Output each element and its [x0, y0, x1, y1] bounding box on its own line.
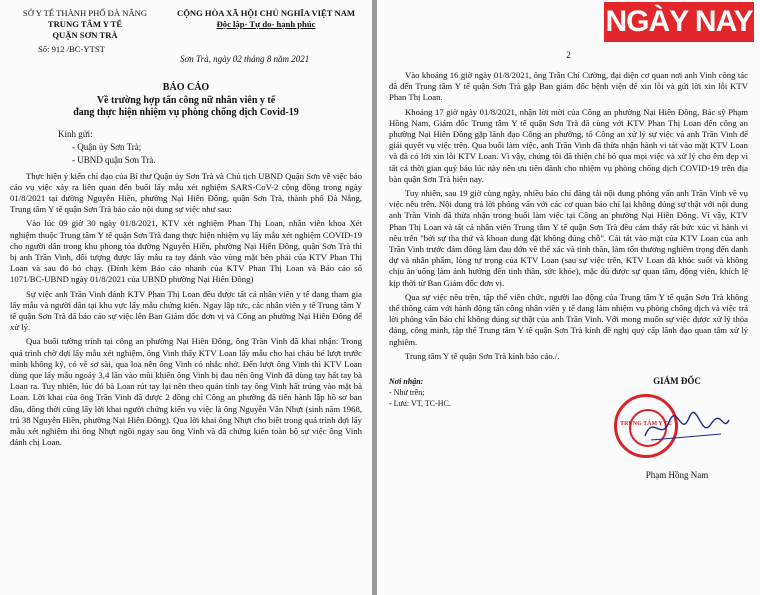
- paragraph: Tuy nhiên, sau 19 giờ cùng ngày, nhiều báo chí đăng tải nội dung phỏng vấn anh Trần Vinh về vụ việc nêu trên. Nội dung trả lời phỏng vấn với các cơ quan báo chí lại không đúng sự thật với nội dung anh Trần Vinh đã thừa nhận trong buổi làm việc tại Công an phường Nại Hiên Đông. Vì vậy, KTV Phan Thị Loan và tất cả nhân viên Trung tâm Y tế quận Sơn Trà đều cảm thấy rất bức xúc vì hành vi nêu trên "bởi sự tha thứ và khoan dung đặt không đúng chỗ". Cái tát vào mặt của KTV Loan của anh Trần Vinh trước đám đông làm đau đớn về thể xác và tinh thần, làm tổn thương nghiêm trọng đến danh dự và nhân phẩm, lòng tự trọng của KTV Loan (sau sự việc trên, KTV Loan đã khóc suốt và không chịu ăn uống làm ảnh hưởng đến tinh thần, sức khỏe), mặc dù được sự quan tâm, động viên, khích lệ kịp thời từ Ban Giám đốc đơn vị.: [389, 188, 748, 288]
- issuing-agency: [10, 8, 160, 41]
- report-page-2: [377, 0, 760, 595]
- paragraph: Qua sự việc nêu trên, tập thể viên chức, người lao động của Trung tâm Y tế quận Sơn Trà không thể thông cảm với hành động tấn công nhân viên y tế đang làm nhiệm vụ phòng chống dịch và việc trả lời phỏng vấn báo chí không đúng sự thật của anh Trần Vinh. Với mong muốn sự việc được xử lý thỏa đáng, công minh, tập thể Trung tâm Y tế quận Sơn Trà kính đề nghị quý cấp lãnh đạo quan tâm xử lý nghiêm.: [389, 291, 748, 347]
- distribution-heading: Nơi nhận:: [389, 377, 424, 387]
- national-header: [160, 8, 372, 30]
- report-subtitle-2: đang thực hiện nhiệm vụ phòng chống dịch Covid-19: [73, 107, 299, 118]
- paragraph: Trung tâm Y tế quận Sơn Trà kính báo cáo./.: [405, 350, 560, 361]
- agency-line-3: QUẬN SƠN TRÀ: [52, 30, 118, 40]
- stamp-text: TRUNG TÂM Y TẾ: [620, 421, 672, 428]
- distribution-list: [389, 376, 451, 409]
- agency-line-1: SỞ Y TẾ THÀNH PHỐ ĐÀ NẴNG: [22, 8, 148, 18]
- greeting: Kính gửi:: [58, 128, 93, 139]
- paragraph: Khoảng 17 giờ ngày 01/8/2021, nhận lời mời của Công an phường Nại Hiên Đông, Bác sỹ Phạm Hồng Nam, Giám đốc Trung tâm Y tế quận Sơn Trà đã cùng với KTV Phan Thị Loan đến công an phường Nại Hiên Đông gặp lãnh đạo Công an phường, tổ Công an xử lý sự việc và anh Trần Vinh để giải quyết vụ việc trên. Qua buổi làm việc, anh Trần Vinh đã thừa nhận hành vi tát vào mặt KTV Loan và đã có lời xin lỗi KTV Loan. Vì vậy, chúng tôi đã thiện chí bỏ qua mọi việc và xử lý cho êm đẹp vì tất cả thời gian quý báu lúc này nên ưu tiên dành cho nhiệm vụ phòng chống dịch COVID-19 trên địa bàn quận Sơn Trà hiện nay.: [389, 106, 748, 184]
- report-title-block: [10, 82, 362, 120]
- signature-section: [389, 372, 748, 492]
- document-number: Số: 912 /BC-YTST: [38, 44, 105, 54]
- signature: [641, 408, 731, 448]
- signer-title: GIÁM ĐỐC: [653, 376, 701, 387]
- recipients-block: [58, 128, 362, 167]
- paragraph: Vào lúc 09 giờ 30 ngày 01/8/2021, KTV xét nghiệm Phan Thị Loan, nhân viên khoa Xét nghiệm thuộc Trung tâm Y tế quận Sơn Trà đang thực hiện nhiệm vụ lấy mẫu xét nghiệm COVID-19 cho người dân trong khu phong tỏa đường Nguyễn Hiền, phường Nại Hiên Đông, quận Sơn Trà thì bị anh Trần Vinh, đối tượng được lấy mẫu ra tay đánh vào vùng mặt bên phải của KTV Phan Thị Loan và sau đó bỏ chạy. (Đính kèm Báo cáo nhanh của KTV Phan Thị Loan và Báo cáo số 1071/BC-UBND ngày 01/8/2021 của UBND phường Nại Hiên Đông): [10, 218, 362, 285]
- distribution-item: - Lưu: VT, TC-HC.: [389, 399, 451, 409]
- report-subtitle-1: Về trường hợp tấn công nữ nhân viên y tế: [96, 94, 276, 106]
- page1-body: [10, 171, 362, 449]
- paragraph: Sự việc anh Trần Vinh đánh KTV Phan Thị Loan đều được tất cả nhân viên y tế đang tham gia lấy mẫu và người dân tại khu vực lấy mẫu chứng kiến. Ngay lập tức, các nhân viên y tế Trung tâm Y tế quận Sơn Trà đã báo cáo sự việc lên Ban Giám đốc đơn vị và Công an phường Nại Hiên Đông để xử lý.: [10, 288, 362, 333]
- document-header: [10, 6, 362, 56]
- paragraph: Qua buổi tường trình tại công an phường Nại Hiên Đông, ông Trần Vinh đã khai nhận: Trong quá trình chờ đợi lấy mẫu xét nghiệm, ông Vinh thấy KTV Loan lấy mẫu cho hai cháu bé lượt trước mình không kỹ, có về sơ sài, qua loa nên ông Vinh có nhắc nhở. Đến lượt ông Vinh thì KTV Loan dùng que lấy mẫu ngoáy 3,4 lần vào mũi khiến ông Vinh bị đau nên ông Vinh đã dùng tay hất tay bà Loan ra. Tuy nhiên, lúc đó bà Loan rút tay lại nên theo quán tính tay ông Vinh hất trúng vào mặt bà Loan. Lời khai của ông Trần Vinh đã được 2 đồng chí Công an phường đã tiến hành lập hồ sơ ban đầu, đồng thời cũng lấy lời khai người chứng kiến vụ việc là ông Nguyễn Văn Nhựt (sinh năm 1968, trú 38 Nguyễn Hiền, phường Nại Hiên Đông). Qua lời khai ông Nhựt cho biết trong quá trình đợi lấy mẫu xét nghiệm thì ông Nhựt ngồi ngay sau ông Vinh và đã chứng kiến toàn bộ sự việc ông Vinh đánh chị Loan.: [10, 336, 362, 448]
- report-page-1: [0, 0, 372, 595]
- paragraph: Vào khoảng 16 giờ ngày 01/8/2021, ông Trần Chí Cường, đại diện cơ quan nơi anh Vinh công tác đã đến Trung tâm Y tế quận Sơn Trà gặp Ban giám đốc bệnh viện để xin lỗi và gửi lời xin lỗi KTV Phan Thị Loan.: [389, 70, 748, 103]
- page2-body: [389, 70, 748, 362]
- agency-line-2: TRUNG TÂM Y TẾ: [47, 19, 123, 29]
- distribution-item: - Như trên;: [389, 388, 425, 398]
- national-motto: Độc lập- Tự do- hạnh phúc: [216, 19, 316, 29]
- report-title: BÁO CÁO: [162, 82, 210, 93]
- recipient-2: - UBND quận Sơn Trà.: [72, 154, 156, 165]
- page-number: 2: [566, 50, 571, 60]
- paragraph: Thực hiện ý kiến chỉ đạo của Bí thư Quận ủy Sơn Trà và Chủ tịch UBND Quận Sơn về việc báo cáo vụ việc xảy ra liên quan đến buổi lấy mẫu xét nghiệm SARS-CoV-2 cộng đồng trong ngày 01/8/2021 tại đường Nguyễn Hiền, phường Nại Hiên Đông, quận Sơn Trà, thành phố Đà Nẵng, Trung tâm Y tế quận Sơn Trà báo cáo nội dung sự việc như sau:: [10, 170, 362, 215]
- document-date: Sơn Trà, ngày 02 tháng 8 năm 2021: [180, 54, 310, 64]
- newspaper-logo: NGÀY NAY: [604, 2, 754, 42]
- signer-name: Phạm Hồng Nam: [645, 470, 709, 481]
- recipient-1: - Quận ủy Sơn Trà;: [72, 141, 142, 152]
- nation-title: CỘNG HÒA XÃ HỘI CHỦ NGHĨA VIỆT NAM: [176, 8, 356, 18]
